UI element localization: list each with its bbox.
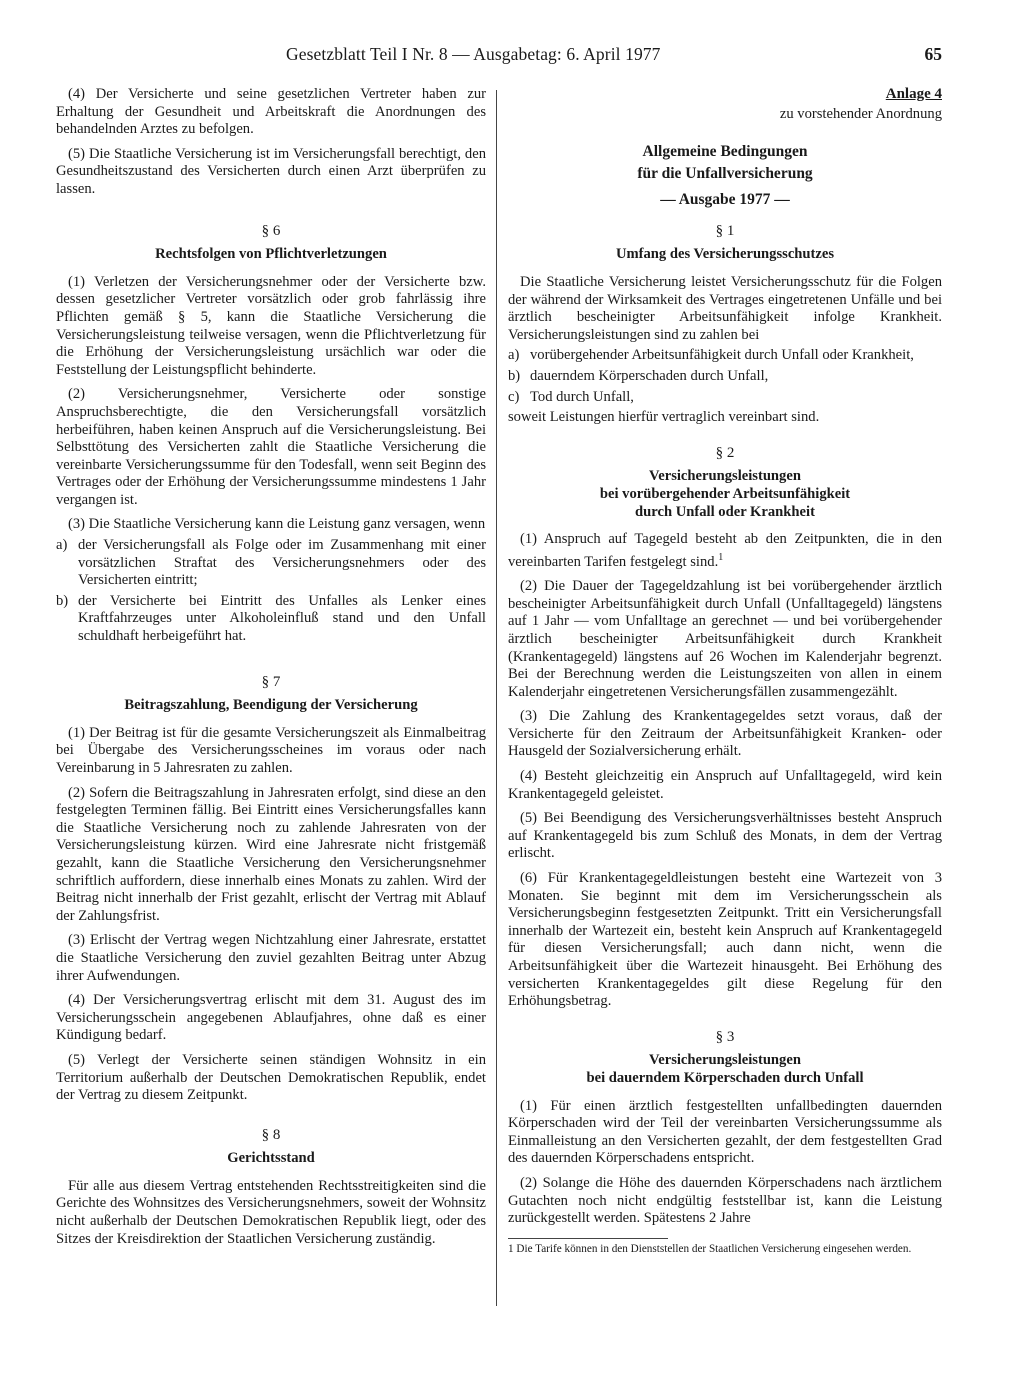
section-heading xyxy=(508,468,942,521)
edition-line: — Ausgabe 1977 — xyxy=(660,191,790,209)
annex-label xyxy=(508,86,942,104)
list-text: der Versicherungsfall als Folge oder im Zusammenhang mit einer vorsätzlichen Straftat des Versicherungsnehmers oder des Versicherten eintritt; xyxy=(78,537,486,589)
paragraph: (3) Die Staatliche Versicherung kann die Leistung ganz versagen, wenn xyxy=(68,516,486,533)
section-number: § 2 xyxy=(715,444,735,461)
page-header xyxy=(56,44,942,66)
section-heading: Gerichtsstand xyxy=(227,1150,315,1167)
list-item xyxy=(56,593,486,646)
annex-subtitle: zu vorstehender Anordnung xyxy=(779,105,942,122)
paragraph: (2) Die Dauer der Tagegeldzahlung ist bei vorübergehender ärztlich bescheinigter Arbeitsunfähigkeit durch Unfall (Unfalltagegeld) längstens auf 1 Jahr — vom Unfalltage an gerechnet — und bei vorübergehender ärztlich bescheinigter Arbeitsunfähigkeit durch Krankheit (Krankentagegeld) längstens auf 26 Wochen im Kalenderjahr begrenzt. Bei der Berechnung werden die Leistungszeiten von allen in einem Kalenderjahr eingetretenen Versicherungsfällen zusammengezählt. xyxy=(508,578,942,700)
section-heading-line: bei dauerndem Körperschaden durch Unfall xyxy=(586,1069,864,1086)
section-heading-line: Versicherungsleistungen xyxy=(649,1052,801,1069)
left-column xyxy=(56,86,486,1255)
list-label: c) xyxy=(508,388,520,405)
section-number: § 7 xyxy=(261,673,281,690)
list-text: Tod durch Unfall, xyxy=(530,388,634,405)
column-divider xyxy=(496,90,497,1306)
list-text: vorübergehender Arbeitsunfähigkeit durch Unfall oder Krankheit, xyxy=(530,347,914,364)
paragraph: (4) Besteht gleichzeitig ein Anspruch auf Unfalltagegeld, wird kein Krankentagegeld geleistet. xyxy=(508,768,942,802)
section-heading: Umfang des Versicherungsschutzes xyxy=(615,246,835,263)
paragraph-text: (1) Anspruch auf Tagegeld besteht ab den Zeitpunkten, die in den vereinbarten Tarifen festgelegt sind. xyxy=(508,531,942,570)
paragraph: Die Staatliche Versicherung leistet Versicherungsschutz für die Folgen der während der Wirksamkeit des Vertrages eingetretenen Unfälle und bei ärztlich bescheinigter Arbeitsunfähigkeit infolge Krankheit. Versicherungsleistungen sind zu zahlen bei xyxy=(508,273,942,343)
list-label: b) xyxy=(56,592,69,609)
paragraph: (6) Für Krankentagegeldleistungen besteht eine Wartezeit von 3 Monaten. Sie beginnt mit dem im Versicherungsschein als Versicherungsbeginn festgesetzten Zeitpunkt. Tritt ein Versicherungsfall innerhalb der Wartezeit ein, besteht kein Anspruch auf Krankentagegeld für diesen Versicherungsfall; auch dann nicht, wenn die Arbeitsunfähigkeit über die Wartezeit hinausgeht. Bei Erhöhung des versicherten Krankentagegeldes gilt diese Regelung für den Erhöhungsbetrag. xyxy=(508,870,942,1010)
paragraph: (4) Der Versicherungsvertrag erlischt mit dem 31. August des im Versicherungsschein angegebenen Ablaufjahres, ohne daß es einer Kündigung bedarf. xyxy=(56,992,486,1044)
document-title-line: Allgemeine Bedingungen xyxy=(642,143,808,161)
paragraph: (3) Die Zahlung des Krankentagegeldes setzt voraus, daß der Versicherte für den Zeitraum der Arbeitsunfähigkeit Kranken- oder Hausgeld der Sozialversicherung erhält. xyxy=(508,708,942,760)
section-number: § 1 xyxy=(715,222,735,239)
paragraph: (5) Verlegt der Versicherte seinen ständigen Wohnsitz in ein Territorium außerhalb der Deutschen Demokratischen Republik, endet der Vertrag zu diesem Zeitpunkt. xyxy=(56,1051,486,1104)
section-heading: Beitragszahlung, Beendigung der Versicherung xyxy=(124,697,418,714)
footnote-marker: 1 xyxy=(718,551,724,563)
list-label: a) xyxy=(508,347,520,364)
paragraph: (1) Verletzen der Versicherungsnehmer oder der Versicherte bzw. dessen gesetzlicher Vertreter vorsätzlich oder grob fahrlässig ihre Pflichten gemäß § 5, kann die Staatliche Versicherung die Versicherungsleistung teilweise versagen, wenn die Pflichtverletzung für die Erhöhung der Versicherungsleistung ursächlich war oder die Feststellung der Leistungspflicht behinderte. xyxy=(56,273,486,378)
paragraph: (2) Solange die Höhe des dauernden Körperschadens nach ärztlichem Gutachten noch nicht endgültig feststellbar ist, kann die Leistung zurückgestellt werden. Spätestens 2 Jahre xyxy=(508,1174,942,1227)
annex-title: Anlage 4 xyxy=(885,86,942,102)
list-item xyxy=(508,347,942,365)
section-number: § 6 xyxy=(261,222,281,239)
paragraph: (5) Die Staatliche Versicherung ist im Versicherungsfall berechtigt, den Gesundheitszustand des Versicherten durch einen Arzt überprüfen zu lassen. xyxy=(56,145,486,197)
paragraph: (2) Versicherungsnehmer, Versicherte oder sonstige Anspruchsberechtigte, die den Versicherungsfall vorsätzlich herbeiführen, haben keinen Anspruch auf die Versicherungsleistung. Bei Selbsttötung des Versicherten zahlt die Staatliche Versicherung die vereinbarte Versicherungssumme für den Todesfall, wenn seit Beginn des Vertrages oder der Erhöhung der Versicherungssumme mindestens 1 Jahr vergangen ist. xyxy=(56,386,486,508)
footnote: 1 Die Tarife können in den Dienststellen der Staatlichen Versicherung eingesehen werden. xyxy=(508,1242,912,1255)
list-item xyxy=(56,537,486,590)
page-number: 65 xyxy=(924,44,942,64)
list-label: b) xyxy=(508,367,521,384)
paragraph: soweit Leistungen hierfür vertraglich vereinbart sind. xyxy=(508,409,820,426)
section-number: § 8 xyxy=(261,1126,281,1143)
section-number: § 3 xyxy=(715,1028,735,1045)
list-text: der Versicherte bei Eintritt des Unfalles als Lenker eines Kraftfahrzeuges unter Alkoholeinfluß stand und den Unfall schuldhaft herbeigeführt hat. xyxy=(78,592,486,645)
paragraph: (2) Sofern die Beitragszahlung in Jahresraten erfolgt, sind diese an den festgelegten Terminen fällig. Bei Eintritt eines Versicherungsfalles kann die Staatliche Versicherung noch zu zahlende Jahresraten von der Versicherungsleistung kürzen. Wird eine Jahresrate nicht fristgemäß gezahlt, kann die Staatliche Versicherung den Versicherungsnehmer schriftlich auffordern, diese innerhalb eines Monats zu zahlen. Wird der Beitrag nicht innerhalb der Frist gezahlt, erlischt der Vertrag mit Ablauf der Zahlungsfrist. xyxy=(56,784,486,924)
section-heading-line: Versicherungsleistungen xyxy=(649,468,801,485)
paragraph: Für alle aus diesem Vertrag entstehenden Rechtsstreitigkeiten sind die Gerichte des Wohnsitzes des Versicherungsnehmers, soweit der Wohnsitz nicht außerhalb der Deutschen Demokratischen Republik liegt, oder des Sitzes der Kreisdirektion der Staatlichen Versicherung zuständig. xyxy=(56,1177,486,1247)
list-text: dauerndem Körperschaden durch Unfall, xyxy=(530,367,769,384)
footnote-rule xyxy=(508,1238,668,1239)
document-title-line: für die Unfallversicherung xyxy=(637,165,813,183)
document-title xyxy=(508,141,942,185)
paragraph: (3) Erlischt der Vertrag wegen Nichtzahlung einer Jahresrate, erstattet die Staatliche Versicherung den zuviel gezahlten Beitrag unter Abzug ihrer Aufwendungen. xyxy=(56,932,486,984)
section-heading-line: bei vorübergehender Arbeitsunfähigkeit xyxy=(599,485,851,502)
section-heading: Rechtsfolgen von Pflichtverletzungen xyxy=(155,246,387,263)
list-label: a) xyxy=(56,537,68,554)
paragraph: (1) Der Beitrag ist für die gesamte Versicherungszeit als Einmalbeitrag bei Übergabe des Versicherungsscheines im voraus oder nach Vereinbarung in 5 Jahresraten zu zahlen. xyxy=(56,724,486,776)
list-item xyxy=(508,389,942,407)
list-item xyxy=(508,368,942,386)
paragraph: (4) Der Versicherte und seine gesetzlichen Vertreter haben zur Erhaltung der Gesundheit und Arbeitskraft die Anordnungen des behandelnden Arztes zu befolgen. xyxy=(56,86,486,138)
section-heading xyxy=(508,1052,942,1087)
header-title: Gesetzblatt Teil I Nr. 8 — Ausgabetag: 6. April 1977 xyxy=(286,44,661,64)
paragraph: (1) Für einen ärztlich festgestellten unfallbedingten dauernden Körperschaden wird der Teil der vereinbarten Versicherungssumme als Einmalleistung an den Versicherten gezahlt, der dem festgestellten Grad des dauernden Körperschadens entspricht. xyxy=(508,1097,942,1167)
paragraph: (5) Bei Beendigung des Versicherungsverhältnisses besteht Anspruch auf Krankentagegeld bis zum Schluß des Monats, in dem der Vertrag erlischt. xyxy=(508,810,942,862)
right-column xyxy=(508,86,942,1256)
paragraph xyxy=(508,531,942,571)
section-heading-line: durch Unfall oder Krankheit xyxy=(635,503,815,520)
